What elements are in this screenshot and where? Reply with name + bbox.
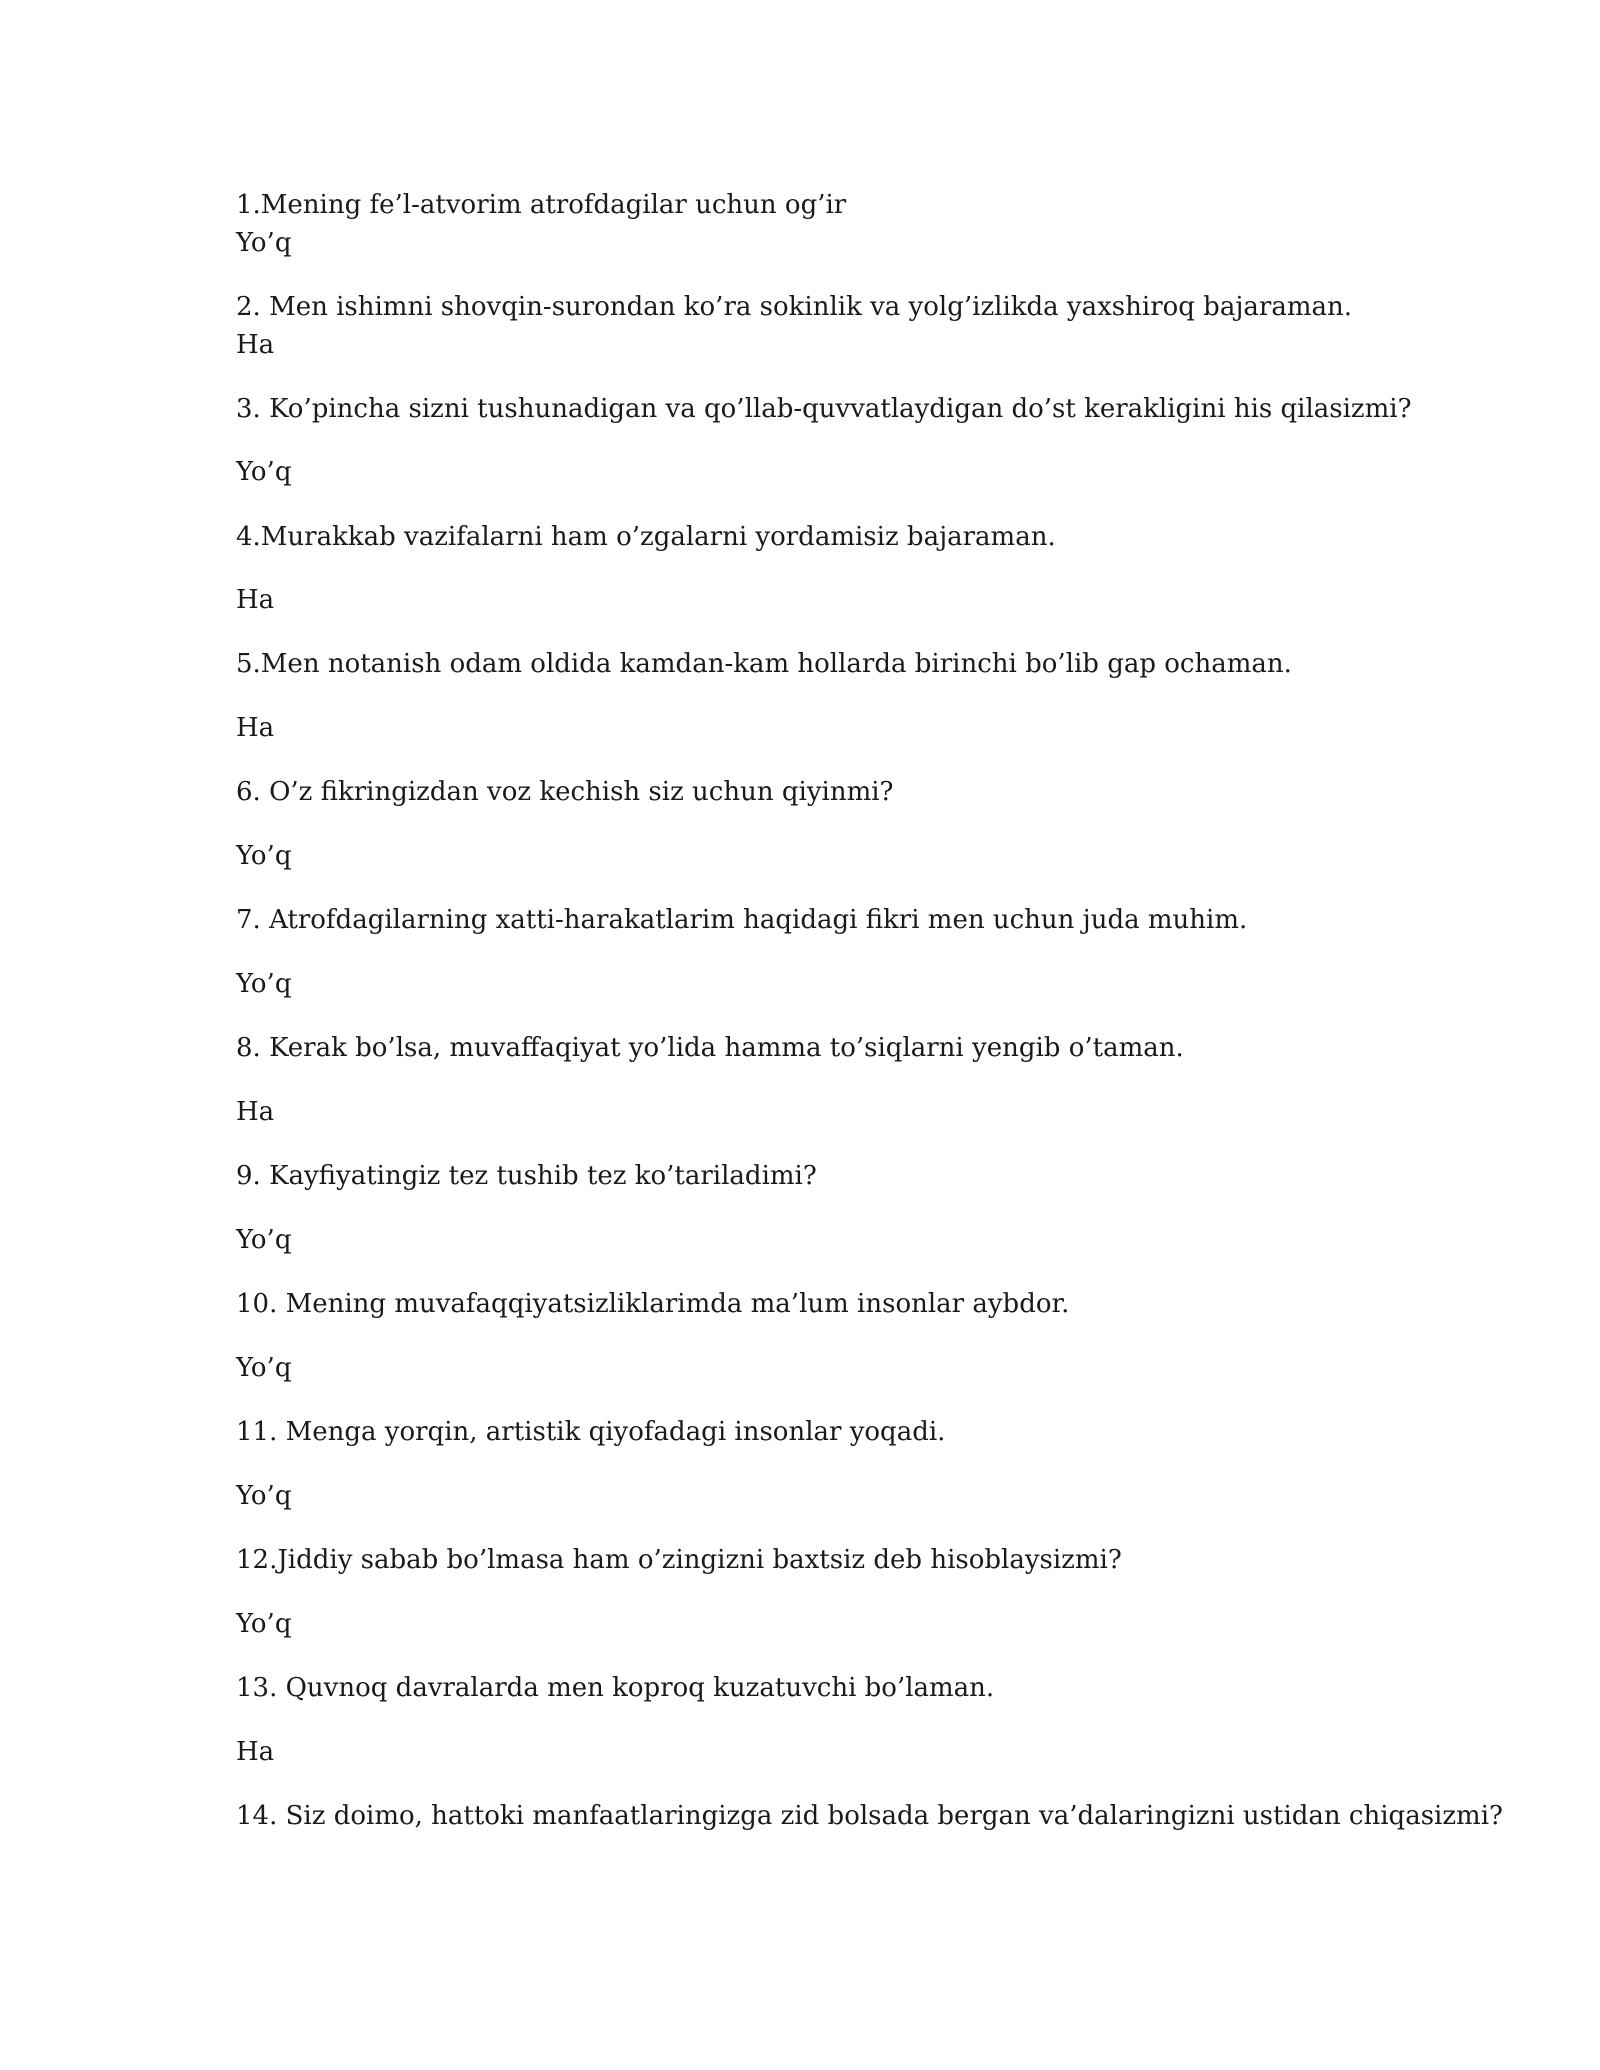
question-7: 7. Atrofdagilarning xatti-harakatlarim haqidagi fikri men uchun juda muhim. [236, 905, 1248, 935]
question-4: 4.Murakkab vazifalarni ham o’zgalarni yordamisiz bajaraman. [236, 522, 1056, 552]
question-13: 13. Quvnoq davralarda men koproq kuzatuvchi bo’laman. [236, 1673, 995, 1703]
question-1: 1.Mening fe’l-atvorim atrofdagilar uchun og’ir [236, 190, 847, 220]
answer-10: Yo’q [236, 1353, 292, 1383]
question-11: 11. Menga yorqin, artistik qiyofadagi insonlar yoqadi. [236, 1417, 946, 1447]
question-5: 5.Men notanish odam oldida kamdan-kam hollarda birinchi bo’lib gap ochaman. [236, 649, 1292, 679]
question-8: 8. Kerak bo’lsa, muvaffaqiyat yo’lida hamma to’siqlarni yengib o’taman. [236, 1033, 1184, 1063]
question-3: 3. Ko’pincha sizni tushunadigan va qo’llab-quvvatlaydigan do’st kerakligini his qilasizmi? [236, 394, 1412, 424]
answer-9: Yo’q [236, 1225, 292, 1255]
answer-11: Yo’q [236, 1481, 292, 1511]
answer-4: Ha [236, 585, 275, 615]
answer-2: Ha [236, 330, 275, 360]
question-14: 14. Siz doimo, hattoki manfaatlaringizga zid bolsada bergan va’dalaringizni ustidan chiqasizmi? [236, 1801, 1503, 1831]
answer-7: Yo’q [236, 969, 292, 999]
answer-12: Yo’q [236, 1609, 292, 1639]
answer-5: Ha [236, 713, 275, 743]
answer-3: Yo’q [236, 457, 292, 487]
answer-6: Yo’q [236, 841, 292, 871]
question-6: 6. O’z fikringizdan voz kechish siz uchun qiyinmi? [236, 777, 894, 807]
question-10: 10. Mening muvafaqqiyatsizliklarimda ma’lum insonlar aybdor. [236, 1289, 1070, 1319]
question-2: 2. Men ishimni shovqin-surondan ko’ra sokinlik va yolg’izlikda yaxshiroq bajaraman. [236, 292, 1352, 322]
answer-13: Ha [236, 1737, 275, 1767]
question-9: 9. Kayfiyatingiz tez tushib tez ko’tariladimi? [236, 1161, 817, 1191]
question-12: 12.Jiddiy sabab bo’lmasa ham o’zingizni baxtsiz deb hisoblaysizmi? [236, 1545, 1122, 1575]
answer-1: Yo’q [236, 228, 292, 258]
answer-8: Ha [236, 1097, 275, 1127]
